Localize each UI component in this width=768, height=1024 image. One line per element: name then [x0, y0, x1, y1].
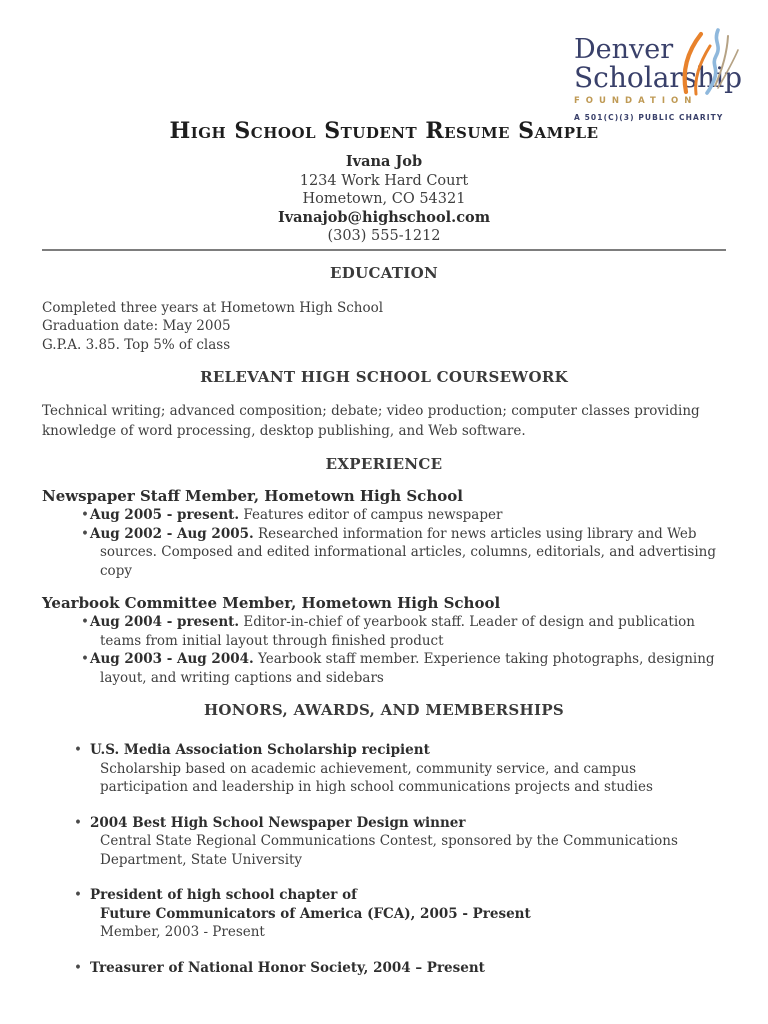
job-bullet [76, 650, 726, 687]
denver-scholarship-logo [574, 36, 746, 122]
bullet-icon: • [81, 525, 89, 542]
honors-list [42, 741, 726, 977]
page-title: High School Student Resume Sample [169, 118, 599, 144]
bullet-period: Aug 2003 - Aug 2004. [90, 651, 254, 667]
honor-title-line2: Future Communicators of America (FCA), 2005 - Present [100, 905, 531, 922]
honor-desc: Central State Regional Communications Contest, sponsored by the Communications Department, State University [100, 833, 678, 868]
bullet-period: Aug 2005 - present. [90, 507, 240, 523]
experience-job [42, 487, 726, 580]
experience-heading: EXPERIENCE [325, 455, 443, 473]
logo-text-scholarship: Scholarship [574, 61, 743, 94]
experience-job [42, 594, 726, 687]
education-line: G.P.A. 3.85. Top 5% of class [42, 336, 231, 353]
bullet-desc: Yearbook staff member. Experience taking photographs, designing layout, and writing captions and sidebars [100, 651, 715, 686]
contact-address-line1: 1234 Work Hard Court [299, 172, 469, 189]
logo-text-denver: Denver [574, 34, 674, 65]
coursework-heading: RELEVANT HIGH SCHOOL COURSEWORK [200, 368, 568, 386]
honor-item [76, 959, 726, 978]
bullet-icon: • [74, 742, 82, 758]
bullet-icon: • [74, 887, 82, 903]
job-title: Newspaper Staff Member, Hometown High School [42, 487, 463, 505]
bullet-period: Aug 2002 - Aug 2005. [90, 525, 254, 542]
honor-title: President of high school chapter of [90, 887, 357, 903]
job-bullet [76, 525, 726, 581]
education-line: Completed three years at Hometown High School [42, 299, 384, 316]
contact-phone: (303) 555-1212 [327, 228, 441, 244]
bullet-icon: • [81, 507, 89, 523]
bullet-icon: • [81, 614, 89, 630]
contact-email: Ivanajob@highschool.com [277, 208, 491, 226]
honor-title: 2004 Best High School Newspaper Design winner [90, 814, 466, 831]
honor-item [76, 814, 726, 870]
education-heading: EDUCATION [330, 263, 438, 282]
bullet-period: Aug 2004 - present. [90, 614, 240, 630]
honor-title: U.S. Media Association Scholarship recipient [90, 742, 430, 758]
bullet-icon: • [74, 814, 82, 831]
job-bullet-list [42, 506, 726, 580]
honor-desc: Member, 2003 - Present [100, 924, 265, 940]
bullet-icon: • [74, 959, 82, 976]
contact-name: Ivana Job [345, 153, 423, 170]
education-line: Graduation date: May 2005 [42, 318, 231, 334]
honor-item [76, 886, 726, 942]
contact-block [42, 153, 726, 246]
job-bullet [76, 506, 726, 525]
bullet-desc: Editor-in-chief of yearbook staff. Leader of design and publication teams from initial layout through finished product [100, 614, 695, 649]
bullet-icon: • [81, 651, 89, 667]
flame-icon [674, 26, 742, 100]
contact-address-line2: Hometown, CO 54321 [302, 191, 466, 207]
header-divider [42, 249, 726, 251]
bullet-desc: Researched information for news articles using library and Web sources. Composed and edited informational articles, columns, editorials, and advertising copy [100, 525, 717, 579]
coursework-text: Technical writing; advanced composition; debate; video production; computer classes providing knowledge of word processing, desktop publishing, and Web software. [42, 403, 700, 439]
logo-text-charity: A 501(C)(3) PUBLIC CHARITY [574, 113, 724, 122]
job-bullet-list [42, 613, 726, 687]
honors-heading: HONORS, AWARDS, AND MEMBERSHIPS [203, 701, 565, 719]
honor-title: Treasurer of National Honor Society, 2004 – Present [90, 959, 485, 976]
honor-desc: Scholarship based on academic achievement, community service, and campus participation and leadership in high school communications projects and studies [100, 760, 653, 795]
job-title: Yearbook Committee Member, Hometown High School [42, 594, 501, 612]
education-details [42, 299, 726, 355]
job-bullet [76, 613, 726, 650]
honor-item [76, 741, 726, 797]
logo-text-foundation: FOUNDATION [574, 96, 698, 106]
bullet-desc: Features editor of campus newspaper [243, 507, 503, 523]
